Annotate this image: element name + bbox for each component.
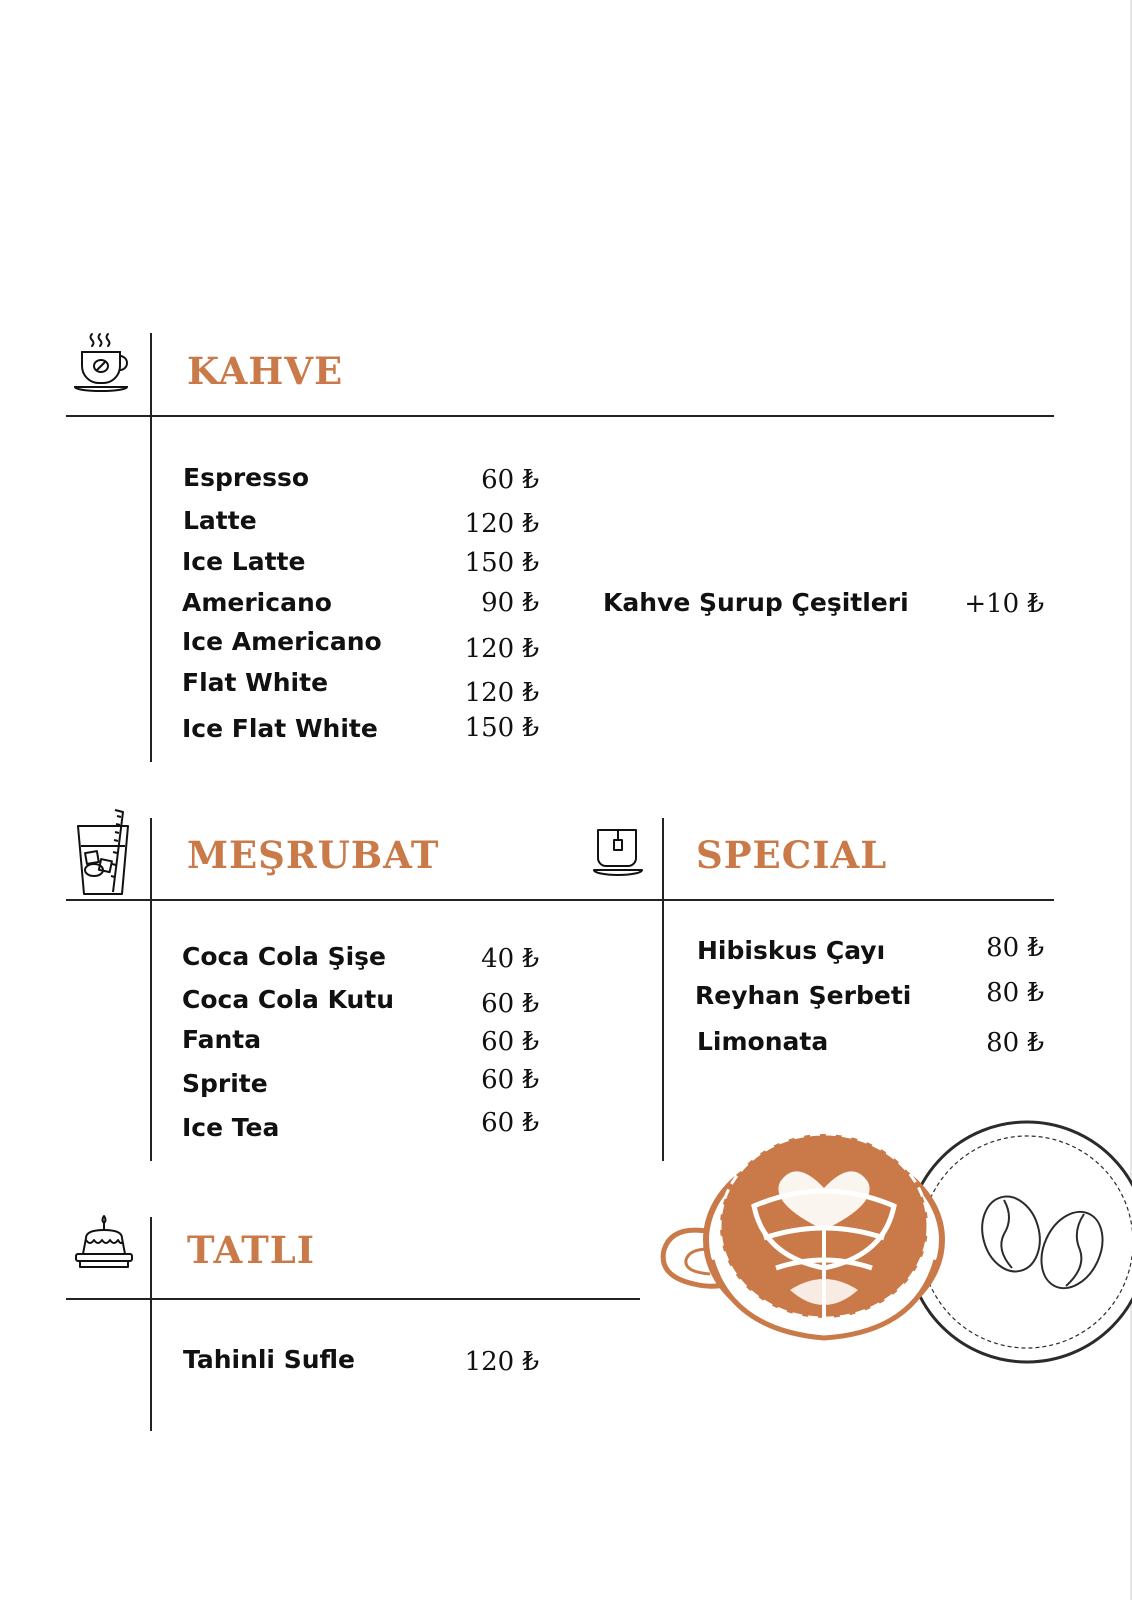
menu-item-price: 80 ₺ bbox=[986, 978, 1044, 1008]
section-vertical-line-kahve bbox=[150, 333, 152, 762]
section-title-mesrubat: MEŞRUBAT bbox=[187, 833, 440, 877]
menu-item-price: 60 ₺ bbox=[481, 989, 539, 1019]
soda-glass-icon bbox=[74, 808, 134, 898]
menu-item-price: 60 ₺ bbox=[481, 1027, 539, 1057]
syrup-extra-name: Kahve Şurup Çeşitleri bbox=[603, 588, 909, 617]
menu-item-name: Ice Americano bbox=[182, 627, 382, 656]
section-divider-tatli bbox=[66, 1298, 640, 1300]
section-divider-kahve bbox=[66, 415, 1054, 417]
section-title-kahve: KAHVE bbox=[187, 349, 344, 393]
dessert-icon bbox=[74, 1214, 134, 1272]
menu-item-name: Tahinli Sufle bbox=[183, 1345, 355, 1374]
coffee-cup-icon bbox=[72, 330, 134, 398]
menu-item-name: Ice Tea bbox=[182, 1113, 280, 1142]
menu-item-name: Limonata bbox=[697, 1027, 829, 1056]
menu-item-price: 80 ₺ bbox=[986, 933, 1044, 963]
menu-item-name: Ice Latte bbox=[182, 547, 306, 576]
menu-item-name: Latte bbox=[183, 506, 257, 535]
menu-item-name: Flat White bbox=[182, 668, 329, 697]
section-vertical-line-mesrubat bbox=[150, 818, 152, 1161]
menu-item-price: 150 ₺ bbox=[464, 548, 539, 578]
latte-art-cup-illustration bbox=[660, 1110, 1132, 1370]
menu-item-name: Fanta bbox=[182, 1025, 262, 1054]
menu-item-name: Reyhan Şerbeti bbox=[695, 981, 912, 1010]
menu-item-name: Sprite bbox=[182, 1069, 268, 1098]
menu-item-name: Espresso bbox=[183, 463, 310, 492]
section-divider-mesrubat bbox=[66, 899, 1054, 901]
menu-item-price: 60 ₺ bbox=[481, 465, 539, 495]
menu-item-price: 90 ₺ bbox=[481, 588, 539, 618]
menu-item-price: 60 ₺ bbox=[481, 1108, 539, 1138]
menu-item-price: 40 ₺ bbox=[481, 944, 539, 974]
section-vertical-line-tatli bbox=[150, 1217, 152, 1431]
menu-item-name: Hibiskus Çayı bbox=[697, 936, 886, 965]
menu-item-name: Coca Cola Şişe bbox=[182, 942, 386, 971]
menu-item-price: 120 ₺ bbox=[464, 1347, 539, 1377]
menu-item-price: 120 ₺ bbox=[464, 678, 539, 708]
menu-item-price: 120 ₺ bbox=[464, 509, 539, 539]
syrup-extra-price: +10 ₺ bbox=[964, 589, 1044, 619]
menu-item-name: Coca Cola Kutu bbox=[182, 985, 395, 1014]
section-title-tatli: TATLI bbox=[187, 1228, 316, 1272]
menu-item-name: Americano bbox=[182, 588, 332, 617]
menu-item-name: Ice Flat White bbox=[182, 714, 378, 743]
section-title-special: SPECIAL bbox=[696, 833, 888, 877]
menu-item-price: 150 ₺ bbox=[464, 713, 539, 743]
menu-item-price: 80 ₺ bbox=[986, 1028, 1044, 1058]
tea-cup-icon bbox=[592, 826, 644, 880]
menu-item-price: 60 ₺ bbox=[481, 1065, 539, 1095]
menu-item-price: 120 ₺ bbox=[464, 634, 539, 664]
